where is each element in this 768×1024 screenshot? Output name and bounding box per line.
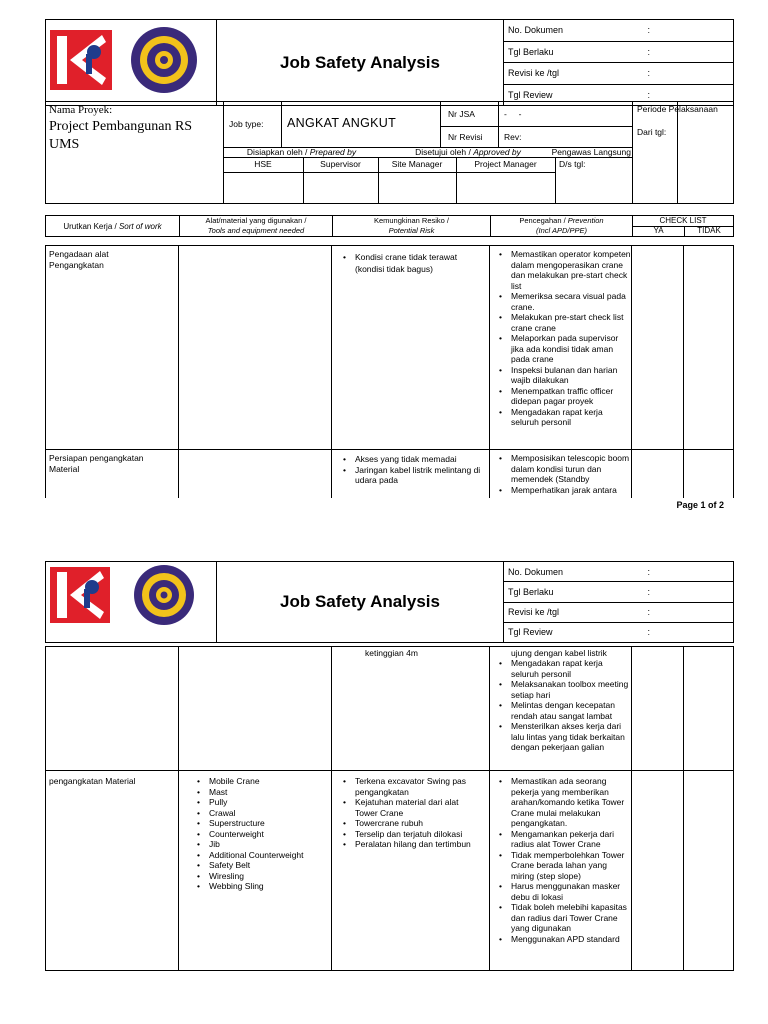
col-alat: [180, 216, 332, 235]
risk-item: • Peralatan hilang dan tertimbun: [335, 839, 483, 850]
pengawas-label: Pengawas Langsung: [551, 147, 631, 157]
prevention-item: • Inspeksi bulanan dan harian wajib dilakukan: [491, 365, 631, 386]
row1-work: Pengadaan alat Pengangkatan: [49, 249, 109, 270]
prevention-item: • Menempatkan traffic officer didepan pagar proyek: [491, 386, 631, 407]
col-pencegahan-en: Prevention: [567, 216, 604, 225]
disetujui-en: Approved by: [473, 147, 521, 157]
row3-prevention: [491, 776, 631, 944]
col-urutan-text: Urutkan Kerja /: [63, 222, 119, 231]
meta-label: Tgl Berlaku: [504, 41, 644, 63]
risk-item: • Terkena excavator Swing pas pengangkatan: [335, 776, 483, 797]
prevention-item: • Melaporkan pada supervisor jika ada kondisi tidak aman pada crane: [491, 333, 631, 365]
risk-item: • Kondisi crane tidak terawat (kondisi tidak bagus): [335, 251, 485, 275]
meta-label: Tgl Review: [504, 622, 644, 642]
disiapkan-label: [225, 147, 378, 158]
risk-item: • Jaringan kabel listrik melintang di udara pada: [335, 465, 485, 486]
col-pencegahan-text: Pencegahan /: [519, 216, 568, 225]
row3-risks: [335, 776, 483, 850]
col-ya: YA: [653, 226, 664, 235]
dari-tgl-label: Dari tgl:: [637, 127, 667, 137]
job-type-label: Job type:: [229, 119, 264, 129]
header-page1: [45, 19, 734, 101]
meta-value: :: [644, 20, 734, 42]
disetujui-label: [381, 147, 555, 158]
meta-value: :: [644, 582, 734, 602]
meta-label: Revisi ke /tgl: [504, 63, 644, 85]
risk-item: • Towercrane rubuh: [335, 818, 483, 829]
meta-label: No. Dokumen: [504, 562, 644, 582]
tool-item: • Pully: [189, 797, 331, 808]
nama-proyek-value: Project Pembangunan RS UMS: [49, 119, 193, 152]
document-title: Job Safety Analysis: [217, 20, 504, 106]
page2-body: [45, 646, 734, 971]
col-alat-en: Tools and equipment needed: [207, 225, 305, 235]
meta-label: Tgl Berlaku: [504, 582, 644, 602]
col-urutan-en: Sort of work: [118, 222, 162, 231]
tool-item: • Superstructure: [189, 818, 331, 829]
prevention-item: • Harus menggunakan masker debu di lokasi: [491, 881, 631, 902]
row2-work: Persiapan pengangkatan Material: [49, 453, 144, 474]
prevention-item: • Tidak boleh melebihi kapasitas dan radius dari Tower Crane yang digunakan: [491, 902, 631, 934]
document-title: Job Safety Analysis: [217, 562, 504, 643]
job-type-value: ANGKAT ANGKUT: [287, 116, 397, 130]
nr-revisi-label: Nr Revisi: [448, 132, 483, 142]
periode-label: Periode Pelaksanaan: [637, 104, 718, 114]
prevention-item: • Melakukan pre-start check list crane crane: [491, 312, 631, 333]
prevention-item: • Memeriksa secara visual pada crane.: [491, 291, 631, 312]
row-cont-risk: ketinggian 4m: [365, 648, 418, 658]
prevention-item: • Memposisikan telescopic boom dalam kondisi turun dan memendek (Standby: [491, 453, 631, 485]
risk-item: • Terselip dan terjatuh dilokasi: [335, 829, 483, 840]
meta-value: :: [644, 562, 734, 582]
prevention-item: • Memastikan ada seorang pekerja yang memberikan arahan/komando ketika Tower Crane mulai melakukan pengangkatan.: [491, 776, 631, 829]
col-checklist: CHECK LIST: [659, 216, 707, 225]
disetujui-text: Disetujui oleh /: [415, 147, 474, 157]
role-hse: HSE: [254, 159, 272, 169]
prevention-item: • Tidak memperbolehkan Tower Crane berada lahan yang miring (step slope): [491, 850, 631, 882]
page1-body: [45, 245, 734, 498]
row1-risks: [335, 251, 485, 275]
header-page2: [45, 561, 734, 643]
company-logo: [46, 20, 216, 100]
logo-cell: [46, 20, 217, 106]
risk-item: • Akses yang tidak memadai: [335, 454, 485, 465]
project-info: [45, 101, 734, 204]
tool-item: • Mobile Crane: [189, 776, 331, 787]
disiapkan-text: Disiapkan oleh /: [246, 147, 310, 157]
prevention-item: • Melaksanakan toolbox meeting setiap hari: [491, 679, 631, 700]
prevention-item: • Melintas dengan kecepatan rendah atau sangat lambat: [491, 700, 631, 721]
meta-value: :: [644, 41, 734, 63]
col-pencegahan-sub: (Incl APD/PPE): [536, 225, 587, 235]
meta-value: :: [644, 622, 734, 642]
col-pencegahan: [491, 216, 632, 235]
col-alat-text: Alat/material yang digunakan /: [205, 216, 307, 225]
prevention-item: • Mengamankan pekerja dari radius alat Tower Crane: [491, 829, 631, 850]
company-logo: [46, 562, 216, 626]
meta-value: :: [644, 63, 734, 85]
tool-item: • Counterweight: [189, 829, 331, 840]
meta-label: Tgl Review: [504, 84, 644, 106]
col-resiko-text: Kemungkinan Resiko /: [373, 216, 450, 225]
row-cont-prevention-list: [491, 658, 631, 753]
prevention-item: • Memperhatikan jarak antara: [491, 485, 631, 496]
prevention-item: • Mengadakan rapat kerja seluruh personil: [491, 658, 631, 679]
meta-label: Revisi ke /tgl: [504, 602, 644, 622]
role-site-manager: Site Manager: [391, 159, 443, 169]
col-resiko: [333, 216, 490, 235]
row-cont-prevention: ujung dengan kabel listrik: [511, 648, 607, 658]
role-project-manager: Project Manager: [474, 159, 537, 169]
row2-prevention: [491, 453, 631, 495]
column-header: [45, 215, 734, 237]
tool-item: • Safety Belt: [189, 860, 331, 871]
meta-value: :: [644, 84, 734, 106]
tool-item: • Crawal: [189, 808, 331, 819]
row3-work: pengangkatan Material: [49, 776, 136, 786]
row1-prevention: [491, 249, 631, 428]
prevention-item: • Memastikan operator kompeten dalam mengoperasikan crane dan melakukan pre-start check list: [491, 249, 631, 291]
row3-tools: [189, 776, 331, 892]
prevention-item: • Mengadakan rapat kerja seluruh personil: [491, 407, 631, 428]
ds-tgl-label: D/s tgl:: [559, 159, 586, 169]
prevention-item: • Mensterilkan akses kerja dari lalu lintas yang tidak berkaitan dengan pekerjaan galian: [491, 721, 631, 753]
page-number: Page 1 of 2: [676, 500, 724, 510]
rev-label: Rev:: [504, 132, 522, 142]
logo-cell: [46, 562, 217, 643]
nr-jsa-value: - -: [504, 109, 522, 119]
row2-risks: [335, 454, 485, 486]
role-supervisor: Supervisor: [320, 159, 361, 169]
tool-item: • Wiresling: [189, 871, 331, 882]
nr-jsa-label: Nr JSA: [448, 109, 475, 119]
tool-item: • Webbing Sling: [189, 881, 331, 892]
nama-proyek-label: Nama Proyek:: [49, 104, 113, 116]
meta-value: :: [644, 602, 734, 622]
tool-item: • Mast: [189, 787, 331, 798]
col-urutan: [46, 221, 179, 232]
meta-label: No. Dokumen: [504, 20, 644, 42]
col-resiko-en: Potential Risk: [388, 225, 435, 235]
tool-item: • Additional Counterweight: [189, 850, 331, 861]
col-tidak: TIDAK: [697, 226, 721, 235]
tool-item: • Jib: [189, 839, 331, 850]
prevention-item: • Menggunakan APD standard: [491, 934, 631, 945]
disiapkan-en: Prepared by: [309, 147, 357, 157]
risk-item: • Kejatuhan material dari alat Tower Crane: [335, 797, 483, 818]
